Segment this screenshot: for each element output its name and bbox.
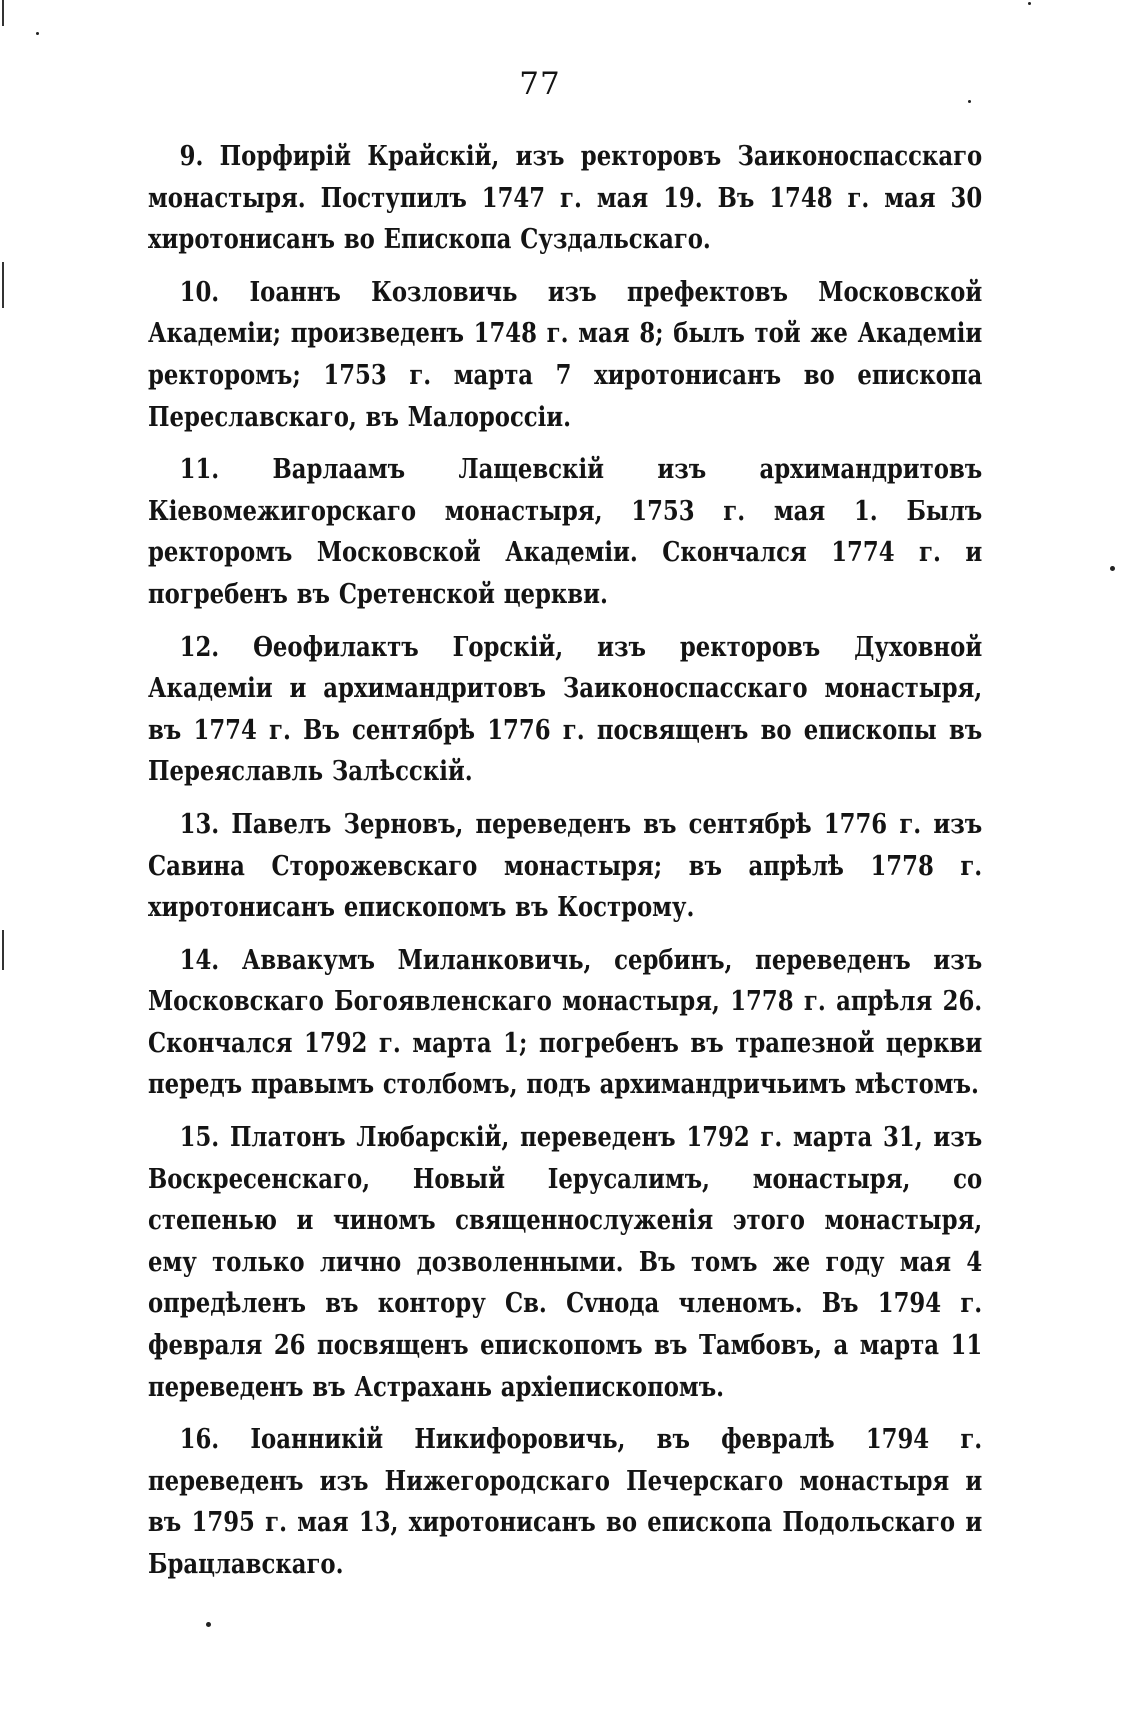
scan-edge-mark-left-lower: [2, 262, 4, 308]
entry-10: 10. Іоаннъ Козловичь изъ префектовъ Московской Академіи; произведенъ 1748 г. мая 8; былъ той же Академіи ректоромъ; 1753 г. марта 7 хиротонисанъ во епископа Переславскаго, въ Малороссіи.: [148, 275, 983, 433]
entry-13: 13. Павелъ Зерновъ, переведенъ въ сентябрѣ 1776 г. изъ Савина Сторожевскаго монастыря; въ апрѣлѣ 1778 г. хиротонисанъ епископомъ въ Кострому.: [148, 807, 983, 924]
entry-9: 9. Порфирій Крайскій, изъ ректоровъ Заиконоспасскаго монастыря. Поступилъ 1747 г. мая 19. Въ 1748 г. мая 30 хиротонисанъ во Епископа Суздальскаго.: [148, 140, 983, 256]
page-number: 77: [519, 66, 561, 102]
print-speck: [1110, 566, 1115, 571]
print-speck: [206, 1622, 211, 1627]
scan-edge-mark-left-bottom: [2, 930, 4, 970]
entry-14: 14. Аввакумъ Миланковичь, сербинъ, переведенъ изъ Московскаго Богоявленскаго монастыря, 1778 г. апрѣля 26. Скончался 1792 г. марта 1; погребенъ въ трапезной церкви передъ правымъ столбомъ, подъ архимандричьимъ мѣстомъ.: [148, 943, 983, 1101]
entries-list: [148, 136, 982, 1597]
print-speck: [1028, 2, 1031, 5]
scan-edge-mark-left: [2, 0, 4, 26]
entry-16: 16. Іоанникій Никифоровичь, въ февралѣ 1794 г. переведенъ изъ Нижегородскаго Печерскаго монастыря и въ 1795 г. мая 13, хиротонисанъ во епископа Подольскаго и Брацлавскаго.: [148, 1423, 983, 1580]
print-speck: [36, 32, 39, 35]
entry-15: 15. Платонъ Любарскій, переведенъ 1792 г. марта 31, изъ Воскресенскаго, Новый Іерусалимъ, монастыря, со степенью и чиномъ священнослуженія этого монастыря, ему только лично дозволенными. Въ томъ же году мая 4 опредѣленъ въ контору Св. Сvнода членомъ. Въ 1794 г. февраля 26 посвященъ епископомъ въ Тамбовъ, а марта 11 переведенъ въ Астрахань архіепископомъ.: [148, 1121, 983, 1403]
entry-12: 12. Ѳеофилактъ Горскій, изъ ректоровъ Духовной Академіи и архимандритовъ Заиконоспасскаго монастыря, въ 1774 г. Въ сентябрѣ 1776 г. посвященъ во епископы въ Переяславль Залѣсскій.: [148, 630, 983, 788]
entry-11: 11. Варлаамъ Лащевскій изъ архимандритовъ Кіевомежигорскаго монастыря, 1753 г. мая 1. Былъ ректоромъ Московской Академіи. Скончался 1774 г. и погребенъ въ Сретенской церкви.: [148, 453, 983, 610]
